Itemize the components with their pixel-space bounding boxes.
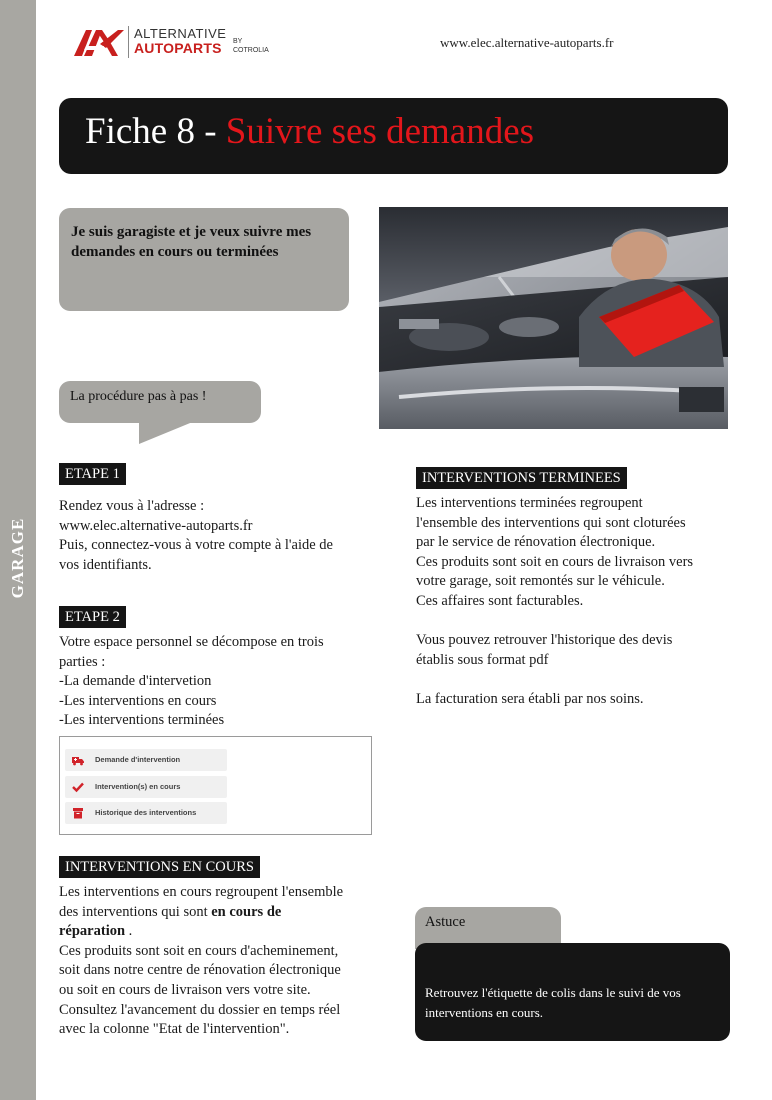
logo-by-cotrolia: BY COTROLIA — [233, 38, 269, 54]
procedure-bubble: La procédure pas à pas ! — [59, 381, 261, 423]
terminees-label: INTERVENTIONS TERMINEES — [416, 467, 627, 489]
page-title: Fiche 8 - Suivre ses demandes — [85, 111, 535, 152]
title-banner — [59, 98, 728, 174]
left-sidebar — [0, 0, 36, 1100]
archive-icon — [72, 807, 84, 819]
etape2-label: ETAPE 2 — [59, 606, 126, 628]
terminees-text: Les interventions terminées regroupent l'ensemble des interventions qui sont cloturées par le service de rénovation électronique. Ces produits sont soit en cours de livraison vers votre garage, soit remontés sur le véhicule. Ces affaires sont facturables. Vous pouvez retrouver l'historique des devis établis sous format pdf La facturation sera établi par nos soins. — [416, 495, 694, 707]
menu-item-demande[interactable] — [65, 749, 227, 771]
logo-text-alternative: ALTERNATIVE — [134, 26, 227, 41]
truck-icon — [72, 754, 84, 766]
header-url: www.elec.alternative-autoparts.fr — [440, 35, 614, 50]
etape1-text: Rendez vous à l'adresse : www.elec.alternative-autoparts.fr Puis, connectez-vous à votre compte à l'aide de vos identifiants. — [59, 498, 333, 573]
logo-divider — [128, 26, 129, 58]
en-cours-label: INTERVENTIONS EN COURS — [59, 856, 260, 878]
etape1-label: ETAPE 1 — [59, 463, 126, 485]
page-title-accent: Suivre ses demandes — [225, 111, 535, 152]
mechanic-photo — [379, 207, 728, 429]
menu-item-en-cours-label: Intervention(s) en cours — [95, 782, 181, 791]
brand-logo — [74, 24, 284, 60]
menu-item-demande-label: Demande d'intervention — [95, 755, 181, 764]
menu-item-en-cours[interactable] — [65, 776, 227, 798]
menu-item-historique-label: Historique des interventions — [95, 808, 197, 817]
astuce-body: Retrouvez l'étiquette de colis dans le suivi de vos interventions en cours. — [415, 943, 730, 1041]
logo-mark-icon — [74, 26, 124, 56]
etape2-text: Votre espace personnel se décompose en trois parties : -La demande d'intervetion -Les interventions en cours -Les interventions terminées — [59, 634, 324, 729]
logo-text-autoparts: AUTOPARTS — [134, 40, 222, 56]
astuce-tab: Astuce — [415, 907, 561, 949]
bubble-tail — [139, 421, 195, 444]
sidebar-label: GARAGE — [8, 517, 27, 599]
en-cours-text: Les interventions en cours regroupent l'ensemble des interventions qui sont en cours de réparation . Ces produits sont soit en cours d'acheminement, soit dans notre centre de rénovation électronique ou soit en cours de livraison vers votre site. Consultez l'avancement du dossier en temps réel avec la colonne "Etat de l'intervention". — [59, 884, 344, 1038]
menu-screenshot — [59, 736, 372, 835]
check-icon — [72, 781, 84, 793]
menu-item-historique[interactable] — [65, 802, 227, 824]
intro-box: Je suis garagiste et je veux suivre mes demandes en cours ou terminées — [59, 208, 349, 311]
